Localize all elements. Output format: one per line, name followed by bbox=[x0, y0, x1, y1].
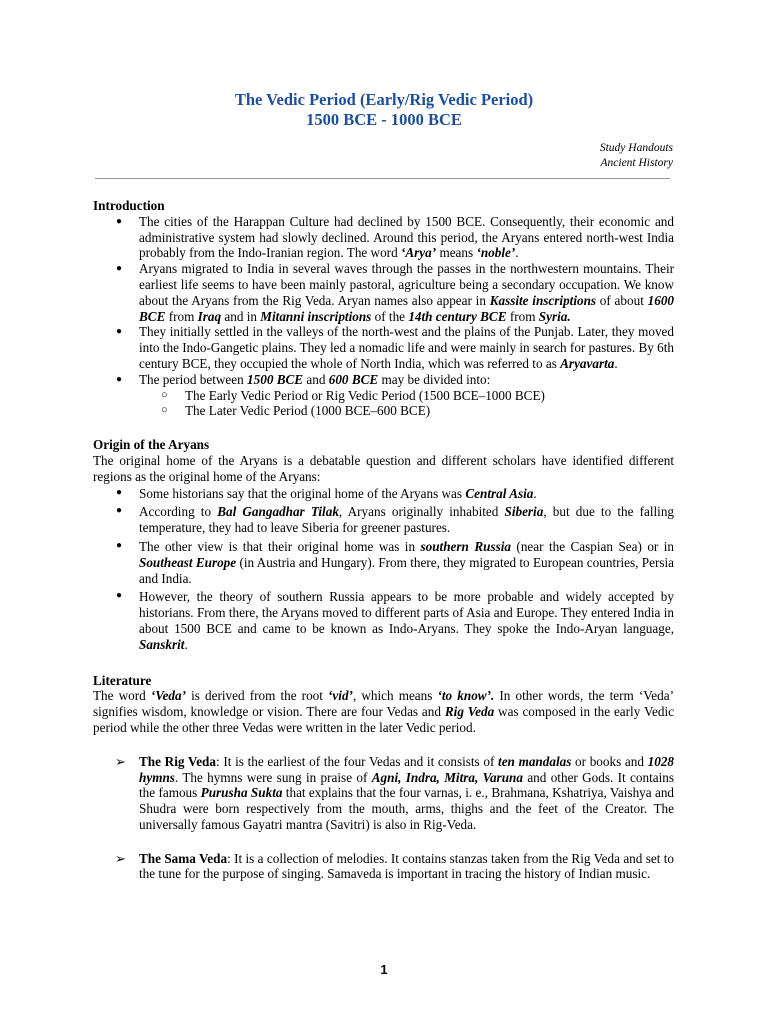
page-number: 1 bbox=[380, 962, 388, 977]
document-title: The Vedic Period (Early/Rig Vedic Period) bbox=[234, 90, 534, 109]
document-body bbox=[93, 198, 674, 882]
veda-item-rig: ➢ The Rig Veda: It is the earliest of the four Vedas and it consists of ten mandalas or books and 1028 hymns. The hymns were sung in praise of Agni, Indra, Mitra, Varuna and other Gods. It contains the famous Purusha Sukta that explains that the four varnas, i. e., Brahmana, Kshatriya, Vaishya and Shudra were born respectively from the mouth, arms, thighs and the feet of the Creator. The universally famous Gayatri mantra (Savitri) is also in Rig-Veda. bbox=[93, 754, 674, 833]
veda-list bbox=[93, 851, 674, 883]
origin-paragraph: The original home of the Aryans is a debatable question and different scholars have identified different regions as the original home of the Aryans: bbox=[93, 452, 674, 484]
intro-bullet: ● Aryans migrated to India in several waves through the passes in the northwestern mountains. Their earliest life seems to have been mainly pastoral, agriculture being a secondary occupation. We know about the Aryans from the Rig Veda. Aryan names also appear in Kassite inscriptions of about 1600 BCE from Iraq and in Mitanni inscriptions of the 14th century BCE from Syria. bbox=[93, 261, 674, 324]
period-subitem: ○ The Later Vedic Period (1000 BCE–600 BCE) bbox=[93, 403, 674, 419]
corner-label-subject: Ancient History bbox=[600, 157, 673, 169]
period-sublist bbox=[93, 388, 674, 420]
origin-bullet: ● However, the theory of southern Russia appears to be more probable and widely accepted by historians. From there, the Aryans moved to different parts of Asia and Europe. They entered India in about 1500 BCE and came to be known as Indo-Aryans. They spoke the Indo-Aryan language, Sanskrit. bbox=[93, 588, 674, 654]
period-subitem: ○ The Early Vedic Period or Rig Vedic Period (1500 BCE–1000 BCE) bbox=[93, 388, 674, 404]
intro-bullet: ● They initially settled in the valleys of the north-west and the plains of the Punjab. Later, they moved into the Indo-Gangetic plains. They led a nomadic life and were mainly in search for pastures. By 6th century BCE, they occupied the whole of North India, which was referred to as Aryavarta. bbox=[93, 324, 674, 371]
veda-list bbox=[93, 754, 674, 833]
corner-label-study-handouts: Study Handouts bbox=[599, 142, 673, 154]
intro-list bbox=[93, 214, 674, 388]
origin-list bbox=[93, 485, 674, 655]
intro-bullet: ● The cities of the Harappan Culture had declined by 1500 BCE. Consequently, their economic and administrative system had slowly declined. Around this period, the Aryans entered north-west India probably from the Indo-Iranian region. The word ‘Arya’ means ‘noble’. bbox=[93, 214, 674, 261]
origin-bullet: ● The other view is that their original home was in southern Russia (near the Caspian Sea) or in Southeast Europe (in Austria and Hungary). From there, they migrated to European countries, Persia and India. bbox=[93, 538, 674, 588]
intro-bullet: ● The period between 1500 BCE and 600 BCE may be divided into: bbox=[93, 372, 674, 388]
document-date-range: 1500 BCE - 1000 BCE bbox=[306, 110, 462, 129]
veda-item-sama: ➢ The Sama Veda: It is a collection of melodies. It contains stanzas taken from the Rig Veda and set to the tune for the purpose of singing. Samaveda is important in tracing the history of Indian music. bbox=[93, 851, 674, 883]
header-divider bbox=[95, 178, 670, 179]
literature-paragraph: The word ‘Veda’ is derived from the root ‘vid’, which means ‘to know’. In other words, the term ‘Veda’ signifies wisdom, knowledge or vision. There are four Vedas and Rig Veda was composed in the early Vedic period while the other three Vedas were written in the later Vedic period. bbox=[93, 688, 675, 735]
origin-bullet: ● According to Bal Gangadhar Tilak, Aryans originally inhabited Siberia, but due to the falling temperature, they had to leave Siberia for greener pastures. bbox=[93, 503, 674, 538]
section-heading-literature: Literature bbox=[93, 672, 152, 688]
section-heading-introduction: Introduction bbox=[93, 198, 165, 213]
origin-bullet: ● Some historians say that the original home of the Aryans was Central Asia. bbox=[93, 485, 674, 504]
section-heading-origin: Origin of the Aryans bbox=[93, 437, 210, 453]
